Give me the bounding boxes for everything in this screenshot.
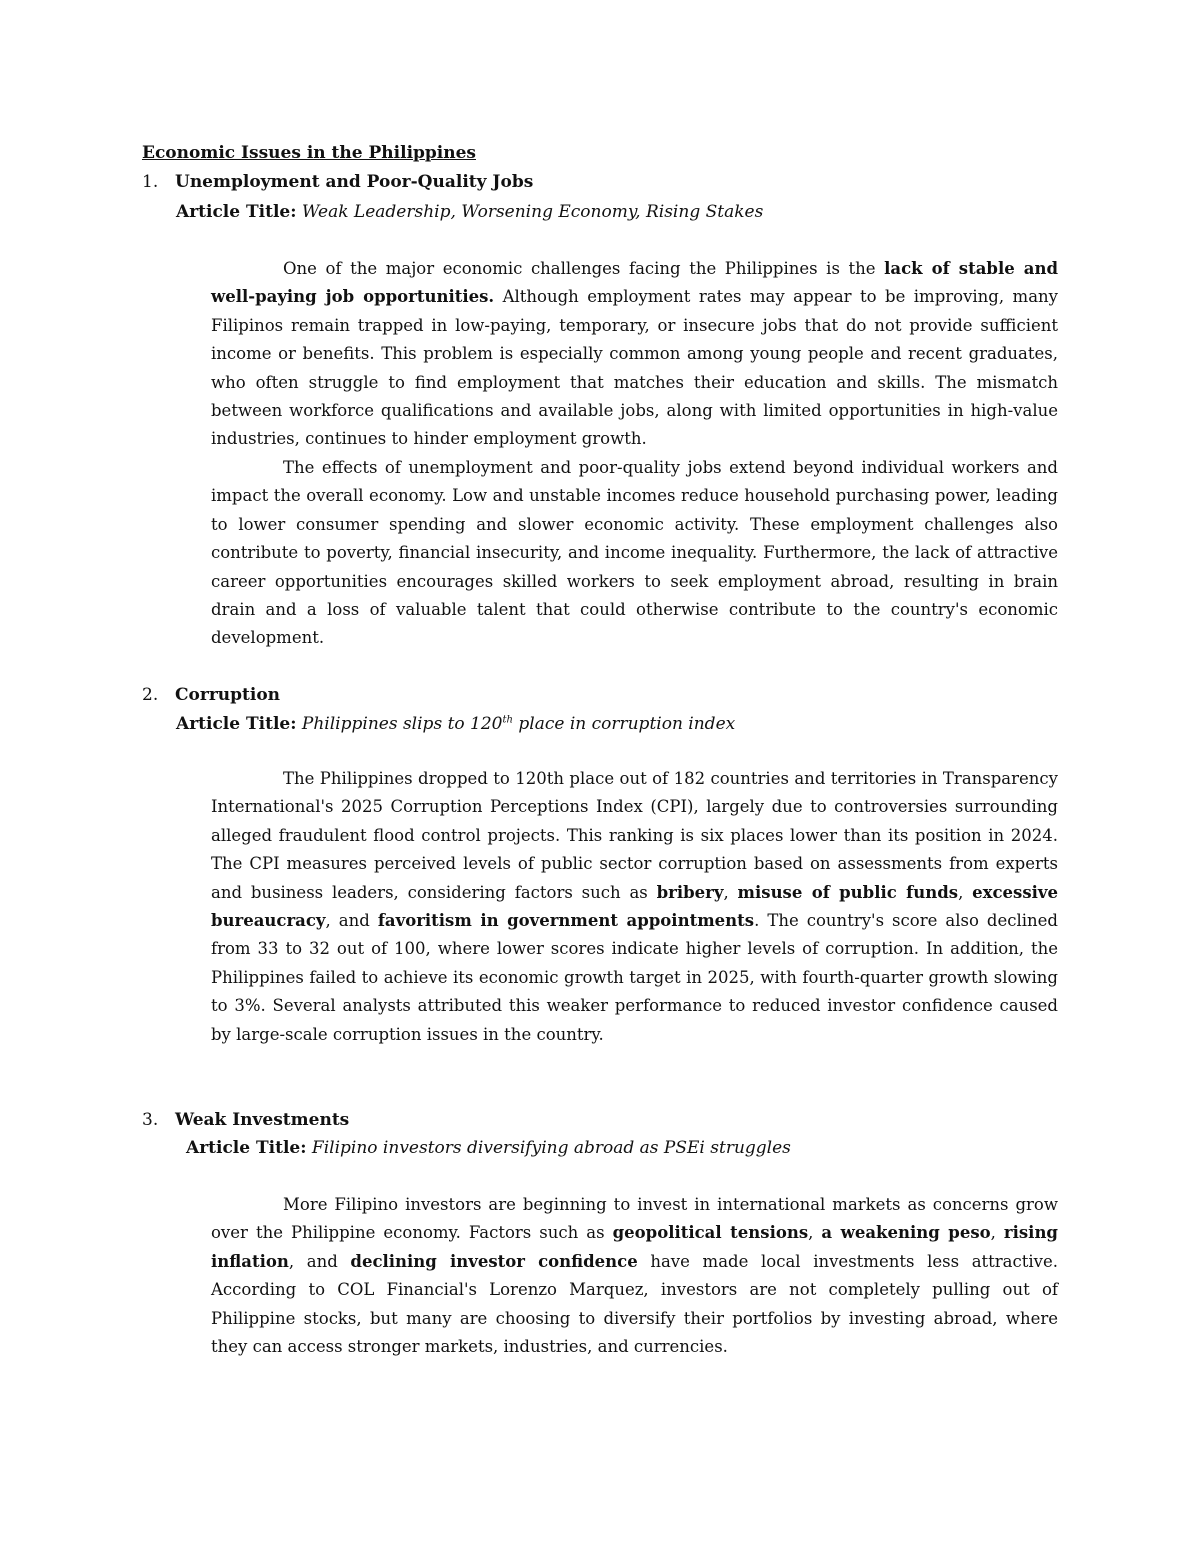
paragraph-text: , <box>958 882 973 902</box>
article-title: Weak Leadership, Worsening Economy, Rising Stakes <box>301 202 764 222</box>
section-heading-corruption <box>142 685 280 705</box>
paragraph-text: , <box>990 1223 1004 1243</box>
article-title-line <box>186 1138 791 1158</box>
emphasis-text: a weakening peso <box>821 1223 991 1243</box>
paragraph-text: have made local investments less attractive. According to COL Financial's Lorenzo Marquez, investors are not completely pulling out of Philippine stocks, but many are choosing to diversify their portfolios by investing abroad, where they can access stronger markets, industries, and currencies. <box>211 1251 1059 1357</box>
paragraph-text: , and <box>325 911 378 931</box>
document-title: Economic Issues in the Philippines <box>142 143 476 163</box>
paragraph-text: . The country's score also declined from 33 to 32 out of 100, where lower scores indicate higher levels of corruption. In addition, the Philippines failed to achieve its economic growth target in 2025, with fourth-quarter growth slowing to 3%. Several analysts attributed this weaker performance to reduced investor confidence caused by large-scale corruption issues in the country. <box>211 911 1058 1044</box>
article-title: Filipino investors diversifying abroad as PSEi struggles <box>311 1138 791 1158</box>
paragraph-text: , <box>808 1223 822 1243</box>
paragraph-text: , and <box>288 1251 351 1271</box>
section-number: 3. <box>142 1110 159 1130</box>
paragraph-text: More Filipino investors are beginning to invest in international markets as concerns grow over the Philippine economy. Factors such as <box>211 1195 1058 1243</box>
article-label: Article Title: <box>176 714 297 734</box>
paragraph-text: The Philippines dropped to 120th place out of 182 countries and territories in Transparency International's 2025 Corruption Perceptions Index (CPI), largely due to controversies surrounding alleged fraudulent flood control projects. This ranking is six places lower than its position in 2024. The CPI measures perceived levels of public sector corruption based on assessments from experts and business leaders, considering factors such as <box>211 769 1058 902</box>
article-label: Article Title: <box>186 1138 307 1158</box>
article-title-superscript: th <box>502 714 513 726</box>
section-title: Corruption <box>175 685 281 705</box>
body-paragraph <box>211 255 1058 454</box>
section-number: 1. <box>142 172 159 192</box>
emphasis-text: geopolitical tensions <box>612 1223 809 1243</box>
emphasis-text: misuse of public funds <box>737 882 959 902</box>
article-title-text: place in corruption index <box>512 714 736 734</box>
paragraph-text: The effects of unemployment and poor-quality jobs extend beyond individual workers and impact the overall economy. Low and unstable incomes reduce household purchasing power, leading to lower consumer spending and slower economic activity. These employment challenges also contribute to poverty, financial insecurity, and income inequality. Furthermore, the lack of attractive career opportunities encourages skilled workers to seek employment abroad, resulting in brain drain and a loss of valuable talent that could otherwise contribute to the country's economic development. <box>211 458 1058 648</box>
body-paragraph <box>211 1191 1058 1361</box>
emphasis-text: rising inflation <box>211 1223 1058 1271</box>
section-title: Weak Investments <box>175 1110 350 1130</box>
emphasis-text: bribery <box>656 882 724 902</box>
article-title-text: Philippines slips to 120 <box>301 714 503 734</box>
emphasis-text: declining investor confidence <box>350 1251 638 1271</box>
paragraph-text: One of the major economic challenges facing the Philippines is the <box>283 259 885 278</box>
emphasis-text: favoritism in government appointments <box>377 911 755 931</box>
emphasis-text: lack of stable and well-paying job opportunities. <box>211 259 1059 307</box>
article-label: Article Title: <box>176 202 297 222</box>
section-title: Unemployment and Poor-Quality Jobs <box>175 172 534 192</box>
body-paragraph <box>211 454 1058 653</box>
paragraph-text: , <box>723 882 738 902</box>
article-title-line <box>176 202 763 222</box>
emphasis-text: excessive bureaucracy <box>211 882 1058 931</box>
section-heading-unemployment <box>142 172 533 192</box>
body-paragraph <box>211 765 1058 1049</box>
section-heading-investments <box>142 1110 349 1130</box>
section-number: 2. <box>142 685 159 705</box>
article-title <box>302 714 735 734</box>
paragraph-text: Although employment rates may appear to be improving, many Filipinos remain trapped in low-paying, temporary, or insecure jobs that do not provide sufficient income or benefits. This problem is especially common among young people and recent graduates, who often struggle to find employment that matches their education and skills. The mismatch between workforce qualifications and available jobs, along with limited opportunities in high-value industries, continues to hinder employment growth. <box>211 287 1058 449</box>
article-title-line <box>176 714 735 734</box>
